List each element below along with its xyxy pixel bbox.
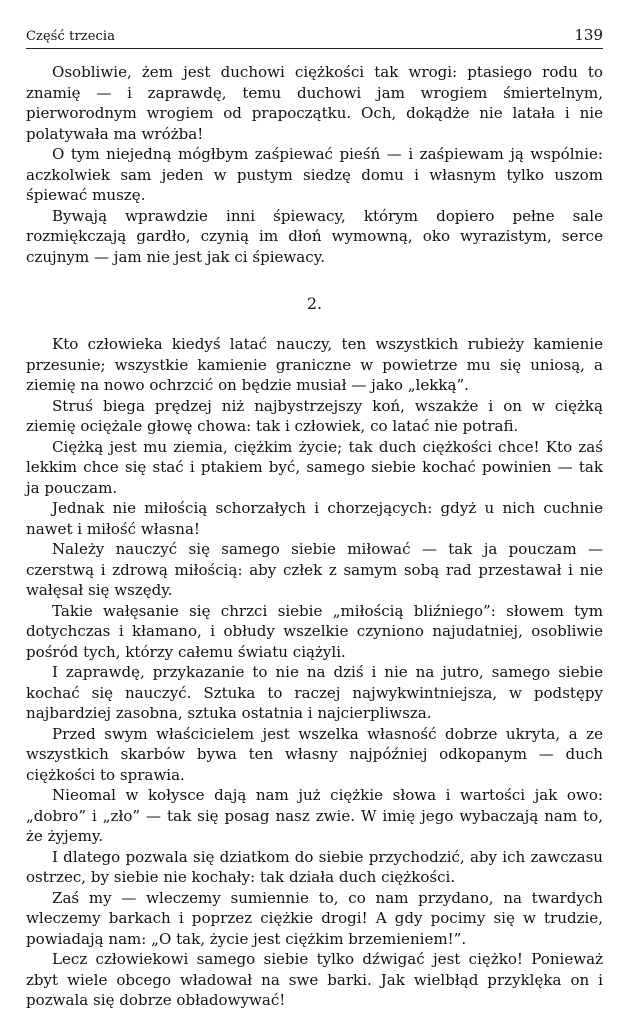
paragraph: Takie wałęsanie się chrzci siebie „miłością bliźniego”: słowem tym dotychczas i kłamano, i obłudy wszelkie czyniono najudatniej, osobliwie pośród tych, którzy całemu światu ciążyli. — [26, 601, 603, 661]
paragraph: Należy nauczyć się samego siebie miłować — tak ja pouczam — czerstwą i zdrową miłością: aby człek z samym sobą rad przestawał i nie wałęsał się wszędy. — [26, 540, 603, 599]
paragraph: Bywają wprawdzie inni śpiewacy, którym dopiero pełne sale rozmiękczają gardło, czynią im dłoń wymowną, oko wyrazistym, serce czujnym — jam nie jest jak ci śpiewacy. — [26, 206, 603, 266]
running-header — [26, 26, 603, 49]
paragraph: Lecz człowiekowi samego siebie tylko dźwigać jest ciężko! Ponieważ zbyt wiele obcego władował na swe barki. Jak wielbłąd przyklęka on i pozwala się dobrze obładowywać! — [26, 950, 603, 1009]
page-number: 139 — [574, 26, 603, 44]
paragraph: Osobliwie, żem jest duchowi ciężkości tak wrogi: ptasiego rodu to znamię — i zaprawdę, temu duchowi jam wrogiem śmiertelnym, pierworodnym wrogiem od prapoczątku. Och, dokądże nie latała i nie polatywała ma wróżba! — [26, 63, 603, 143]
paragraph: I dlatego pozwala się dziatkom do siebie przychodzić, aby ich zawczasu ostrzec, by siebie nie kochały: tak działa duch ciężkości. — [26, 847, 603, 886]
paragraph: Ciężką jest mu ziemia, ciężkim życie; tak duch ciężkości chce! Kto zaś lekkim chce się stać i ptakiem być, samego siebie kochać powinien — tak ja pouczam. — [26, 437, 603, 497]
body-text — [26, 62, 603, 1011]
paragraph: O tym niejedną mógłbym zaśpiewać pieśń — i zaśpiewam ją wspólnie: aczkolwiek sam jeden w pustym siedzę domu i własnym tylko uszom śpiewać muszę. — [26, 145, 603, 204]
section-number: 2. — [306, 294, 323, 313]
paragraph: Nieomal w kołysce dają nam już ciężkie słowa i wartości jak owo: „dobro” i „zło” — tak się posag nasz zwie. W imię jego wybaczają nam to, że żyjemy. — [26, 786, 603, 845]
paragraph: I zaprawdę, przykazanie to nie na dziś i nie na jutro, samego siebie kochać się nauczyć. Sztuka to raczej najwykwintniejsza, w podstępy najbardziej zasobna, sztuka ostatnia i najcierpliwsza. — [26, 663, 603, 722]
section-title: Część trzecia — [26, 29, 116, 44]
paragraph: Struś biega prędzej niż najbystrzejszy koń, wszakże i on w ciężką ziemię ociężale głowę chowa: tak i człowiek, co latać nie potrafi. — [26, 396, 603, 435]
paragraph: Zaś my — wleczemy sumiennie to, co nam przydano, na twardych wleczemy barkach i poprzez ciężkie drogi! A gdy pocimy się w trudzie, powiadają nam: „O tak, życie jest ciężkim brzemieniem!”. — [26, 888, 603, 948]
paragraph: Kto człowieka kiedyś latać nauczy, ten wszystkich rubieży kamienie przesunie; wszystkie kamienie graniczne w powietrze mu się uniosą, a ziemię na nowo ochrzcić on będzie musiał — jako „lekką”. — [26, 335, 603, 394]
paragraph: Jednak nie miłością schorzałych i chorzejących: gdyż u nich cuchnie nawet i miłość własna! — [26, 499, 603, 538]
paragraph: Przed swym właścicielem jest wszelka własność dobrze ukryta, a ze wszystkich skarbów bywa ten własny najpóźniej odkopanym — duch ciężkości to sprawia. — [26, 724, 603, 784]
